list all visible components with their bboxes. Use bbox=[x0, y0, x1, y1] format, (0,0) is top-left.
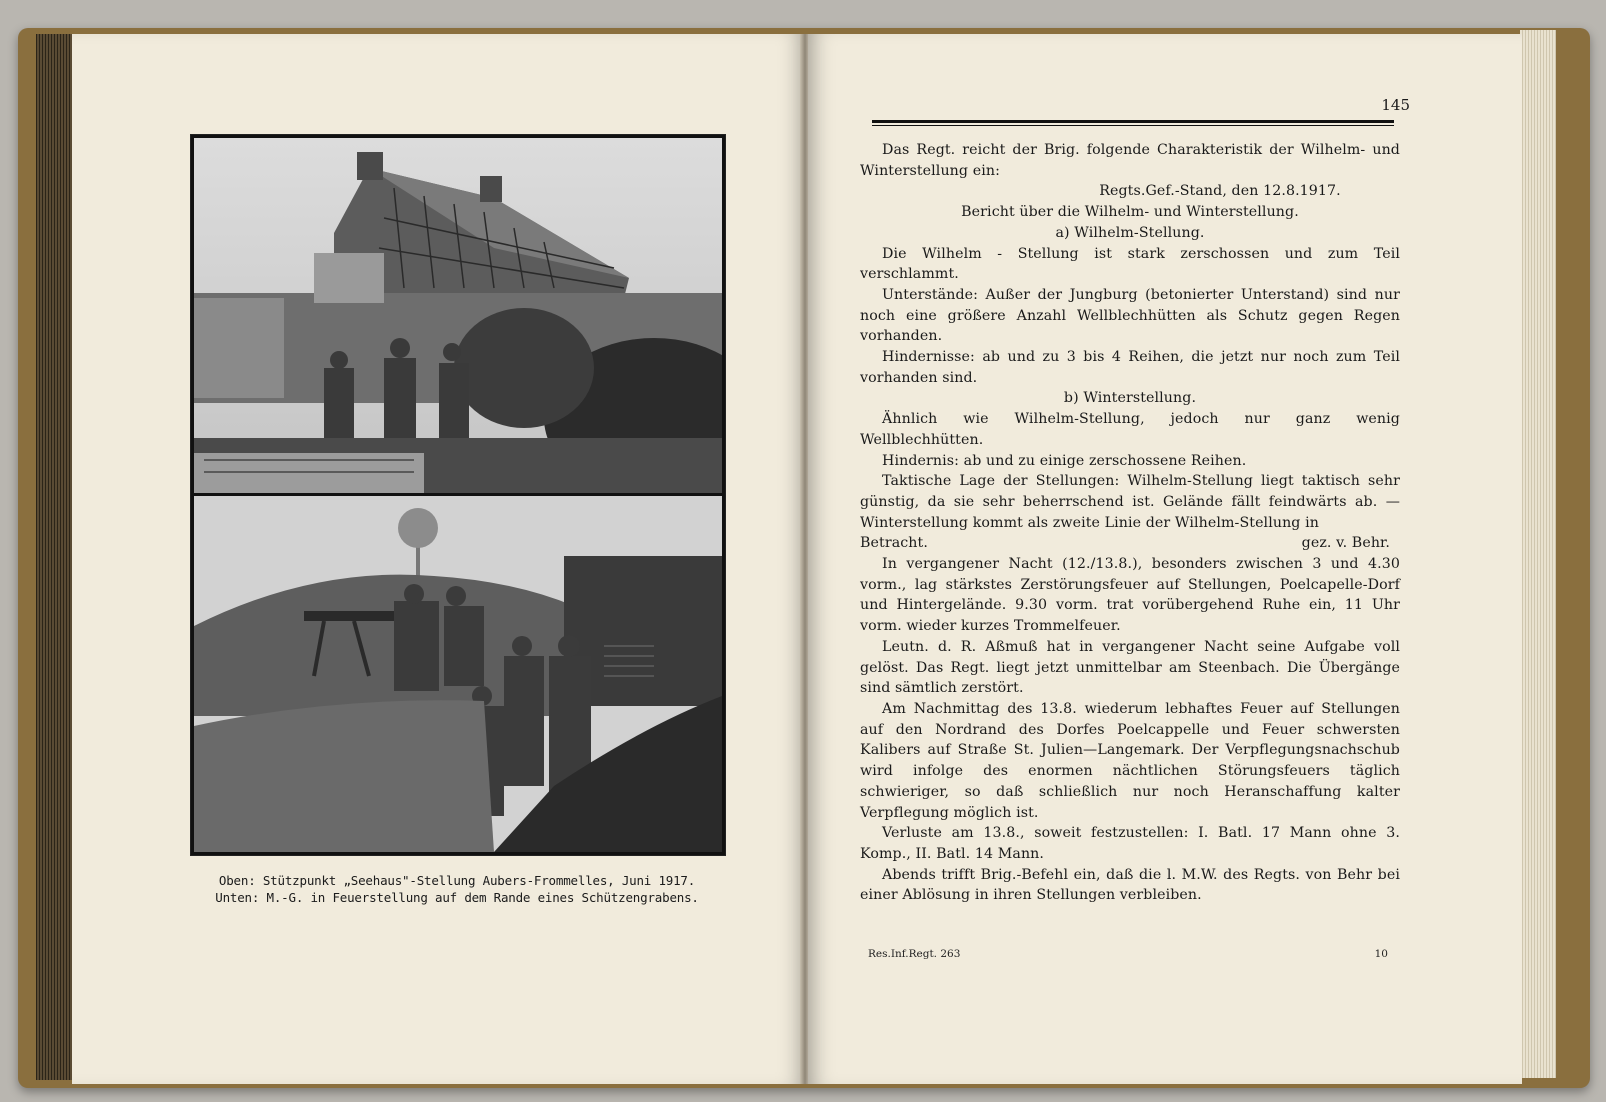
paragraph: Verluste am 13.8., soweit festzustellen: I. Batl. 17 Mann ohne 3. Komp., II. Batl. 14 Mann. bbox=[860, 825, 1400, 862]
page-footer bbox=[868, 948, 1388, 960]
paragraph: Leutn. d. R. Aßmuß hat in vergangener Nacht seine Aufgabe voll gelöst. Das Regt. liegt jetzt unmittelbar am Steenbach. Die Übergänge sind sämtlich zerstört. bbox=[860, 638, 1400, 697]
photo-machine-gun-trench bbox=[194, 496, 722, 852]
paragraph: Abends trifft Brig.-Befehl ein, daß die l. M.W. des Regts. von Behr bei einer Ablösung in ihren Stellungen verbleiben. bbox=[860, 866, 1400, 904]
paragraph-end: Betracht. bbox=[860, 535, 928, 552]
body-text bbox=[860, 140, 1400, 906]
caption-line-bottom: Unten: M.-G. in Feuerstellung auf dem Rande eines Schützengrabens. bbox=[215, 890, 699, 905]
page-edges-left bbox=[36, 34, 72, 1080]
photo-plate bbox=[190, 134, 726, 856]
photo-caption bbox=[190, 872, 724, 906]
paragraph: Ähnlich wie Wilhelm-Stellung, jedoch nur ganz wenig Wellblechhütten. bbox=[860, 411, 1400, 448]
page-number: 145 bbox=[1381, 96, 1410, 114]
sheet-number: 10 bbox=[1374, 948, 1388, 960]
paragraph: Unterstände: Außer der Jungburg (betonierter Unterstand) sind nur noch eine größere Anzahl Wellblechhütten als Schutz gegen Regen vorhanden. bbox=[860, 286, 1400, 345]
paragraph: Am Nachmittag des 13.8. wiederum lebhaftes Feuer auf Stellungen auf den Nordrand des Dorfes Poelcappelle und Feuer schwersten Kalibers auf Straße St. Julien—Langemark. Der Verpflegungsnachschub wird infolge des enormen nächtlichen Störungsfeuers täglich schwieriger, so daß schließlich nur noch Heranschaffung kalter Verpflegung möglich ist. bbox=[860, 700, 1400, 821]
header-rule-thin bbox=[872, 125, 1394, 126]
dateline: Regts.Gef.-Stand, den 12.8.1917. bbox=[1099, 183, 1341, 200]
left-page bbox=[72, 34, 805, 1084]
signature: gez. v. Behr. bbox=[1301, 535, 1390, 552]
signature-line bbox=[860, 533, 1400, 554]
page-edges-right bbox=[1520, 30, 1556, 1078]
paragraph: Hindernis: ab und zu einige zerschossene Reihen. bbox=[882, 452, 1247, 469]
header-rule bbox=[872, 120, 1394, 123]
section-heading-a: a) Wilhelm-Stellung. bbox=[1055, 224, 1205, 241]
right-page bbox=[808, 34, 1522, 1084]
section-heading-b: b) Winterstellung. bbox=[1063, 390, 1197, 407]
paragraph: Hindernisse: ab und zu 3 bis 4 Reihen, die jetzt nur noch zum Teil vorhanden sind. bbox=[860, 349, 1400, 386]
paragraph: Die Wilhelm - Stellung ist stark zerschossen und zum Teil verschlammt. bbox=[860, 245, 1400, 283]
paragraph: In vergangener Nacht (12./13.8.), besonders zwischen 3 und 4.30 vorm., lag stärkstes Zerstörungsfeuer auf Stellungen, Poelcapelle-Dorf und Hintergelände. 9.30 vorm. trat vorübergehend Ruhe ein, 11 Uhr vorm. wieder kurzes Trommelfeuer. bbox=[860, 556, 1400, 635]
caption-line-top: Oben: Stützpunkt „Seehaus"-Stellung Aubers-Frommelles, Juni 1917. bbox=[218, 873, 696, 888]
report-heading: Bericht über die Wilhelm- und Winterstellung. bbox=[961, 204, 1299, 221]
footer-signature: Res.Inf.Regt. 263 bbox=[868, 948, 961, 960]
paragraph: Taktische Lage der Stellungen: Wilhelm-Stellung liegt taktisch sehr günstig, da sie sehr beherrschend ist. Gelände fällt feindwärts ab. —Winterstellung kommt als zweite Linie der Wilhelm-Stellung in bbox=[860, 473, 1400, 531]
paragraph: Das Regt. reicht der Brig. folgende Charakteristik der Wilhelm- und Winterstellung ein: bbox=[860, 142, 1400, 179]
photo-ruined-house bbox=[194, 138, 722, 493]
